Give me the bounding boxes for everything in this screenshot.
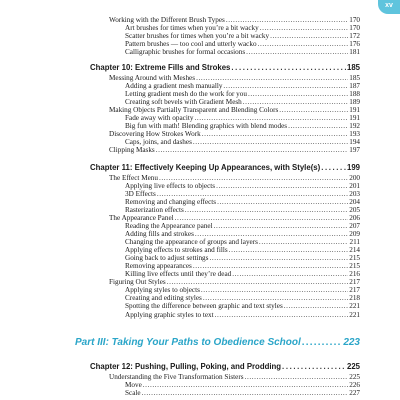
dot-leader (229, 246, 349, 254)
dot-leader (288, 122, 348, 130)
dot-leader (258, 40, 349, 48)
toc-entry (125, 311, 360, 319)
entry-page-number: 170 (349, 24, 360, 32)
dot-leader (231, 63, 346, 73)
toc-entry (125, 32, 360, 40)
dot-leader (321, 163, 346, 173)
entry-title: Big fun with math! Blending graphics with blend modes (125, 122, 288, 130)
entry-title: Figuring Out Styles (109, 278, 166, 286)
entry-page-number: 207 (349, 222, 360, 230)
dot-leader (246, 48, 348, 56)
toc-entry (125, 198, 360, 206)
dot-leader (143, 381, 348, 389)
dot-leader (217, 198, 348, 206)
entry-page-number: 200 (349, 174, 360, 182)
entry-title: Spotting the difference between graphic and text styles (125, 302, 283, 310)
entry-title: Pattern brushes — too cool and utterly wacko (125, 40, 257, 48)
entry-page-number: 225 (346, 362, 360, 371)
entry-title: Part III: Taking Your Paths to Obedience School (75, 337, 301, 348)
entry-page-number: 226 (349, 381, 360, 389)
entry-page-number: 194 (349, 138, 360, 146)
dot-leader (209, 254, 348, 262)
toc-entry (109, 373, 360, 381)
entry-page-number: 193 (349, 130, 360, 138)
entry-page-number: 221 (349, 302, 360, 310)
entry-title: Clipping Masks (109, 146, 155, 154)
entry-title: Caps, joins, and dashes (125, 138, 192, 146)
dot-leader (232, 270, 348, 278)
chapter-entry (90, 163, 360, 173)
toc-entry (109, 130, 360, 138)
toc-entry (125, 246, 360, 254)
dot-leader (284, 302, 348, 310)
entry-page-number: 216 (349, 270, 360, 278)
entry-page-number: 199 (346, 163, 360, 172)
entry-page-number: 203 (349, 190, 360, 198)
dot-leader (226, 16, 348, 24)
dot-leader (203, 294, 348, 302)
dot-leader (260, 24, 348, 32)
dot-leader (214, 222, 349, 230)
toc-entry (125, 302, 360, 310)
entry-page-number: 181 (349, 48, 360, 56)
toc-entry (125, 24, 360, 32)
entry-title: Removing appearances (125, 262, 192, 270)
toc-entry (125, 222, 360, 230)
entry-page-number: 170 (349, 16, 360, 24)
entry-title: Rasterization effects (125, 206, 184, 214)
toc-entry (125, 114, 360, 122)
entry-title: Applying graphic styles to text (125, 311, 214, 319)
toc-entry (125, 206, 360, 214)
entry-title: Applying effects to strokes and fills (125, 246, 228, 254)
toc-entry (125, 230, 360, 238)
entry-page-number: 176 (349, 40, 360, 48)
entry-page-number: 215 (349, 262, 360, 270)
dot-leader (279, 106, 348, 114)
dot-leader (157, 190, 348, 198)
dot-leader (201, 286, 348, 294)
entry-page-number: 206 (349, 214, 360, 222)
entry-title: 3D Effects (125, 190, 156, 198)
entry-page-number: 209 (349, 230, 360, 238)
entry-page-number: 189 (349, 98, 360, 106)
entry-title: Messing Around with Meshes (109, 74, 196, 82)
dot-leader (193, 138, 348, 146)
toc-entry (109, 146, 360, 154)
dot-leader (185, 206, 348, 214)
dot-leader (167, 278, 349, 286)
entry-title: Scatter brushes for times when you’re a bit wacky (125, 32, 270, 40)
entry-title: Move (125, 381, 142, 389)
dot-leader (259, 238, 349, 246)
entry-title: Applying styles to objects (125, 286, 200, 294)
toc-entry (109, 214, 360, 222)
entry-page-number: 191 (349, 114, 360, 122)
entry-page-number: 205 (349, 206, 360, 214)
toc-entry (125, 98, 360, 106)
entry-page-number: 197 (349, 146, 360, 154)
dot-leader (196, 74, 348, 82)
entry-title: Changing the appearance of groups and layers (125, 238, 258, 246)
toc-entry (109, 278, 360, 286)
dot-leader (142, 389, 349, 397)
toc-entry (109, 174, 360, 182)
entry-title: Making Objects Partially Transparent and Blending Colors (109, 106, 279, 114)
entry-page-number: 185 (349, 74, 360, 82)
dot-leader (194, 114, 348, 122)
entry-page-number: 192 (349, 122, 360, 130)
toc-entry (125, 138, 360, 146)
dot-leader (248, 90, 348, 98)
entry-title: Discovering How Strokes Work (109, 130, 201, 138)
entry-title: Killing live effects until they’re dead (125, 270, 232, 278)
page-number-label: xv (385, 2, 393, 9)
entry-page-number: 211 (349, 238, 360, 246)
entry-page-number: 185 (346, 63, 360, 72)
toc-entry (125, 389, 360, 397)
toc-entry (125, 294, 360, 302)
dot-leader (202, 130, 349, 138)
entry-page-number: 191 (349, 106, 360, 114)
toc-entry (125, 381, 360, 389)
entry-page-number: 223 (343, 337, 360, 348)
dot-leader (193, 262, 348, 270)
entry-title: The Effect Menu (109, 174, 158, 182)
toc-entry (125, 48, 360, 56)
entry-page-number: 221 (349, 311, 360, 319)
entry-title: Applying live effects to objects (125, 182, 216, 190)
toc-entry (109, 16, 360, 24)
entry-title: Chapter 11: Effectively Keeping Up Appearances, with Style(s) (90, 163, 321, 172)
entry-title: Understanding the Five Transformation Sisters (109, 373, 244, 381)
entry-page-number: 187 (349, 82, 360, 90)
toc-entry (125, 270, 360, 278)
dot-leader (245, 373, 349, 381)
entry-title: Going back to adjust settings (125, 254, 209, 262)
dot-leader (159, 174, 348, 182)
entry-page-number: 227 (349, 389, 360, 397)
toc-entry (125, 190, 360, 198)
part-entry (75, 337, 360, 349)
entry-title: Removing and changing effects (125, 198, 217, 206)
toc-entry (125, 286, 360, 294)
entry-title: Working with the Different Brush Types (109, 16, 225, 24)
entry-title: Adding a gradient mesh manually (125, 82, 223, 90)
entry-page-number: 204 (349, 198, 360, 206)
dot-leader (195, 230, 348, 238)
dot-leader (216, 182, 348, 190)
entry-page-number: 201 (349, 182, 360, 190)
entry-title: The Appearance Panel (109, 214, 174, 222)
chapter-entry (90, 63, 360, 73)
dot-leader (243, 98, 348, 106)
entry-page-number: 214 (349, 246, 360, 254)
entry-page-number: 217 (349, 278, 360, 286)
toc-entry (125, 90, 360, 98)
entry-title: Letting gradient mesh do the work for you (125, 90, 247, 98)
entry-title: Chapter 10: Extreme Fills and Strokes (90, 63, 231, 72)
dot-leader (156, 146, 348, 154)
entry-title: Adding fills and strokes (125, 230, 194, 238)
entry-page-number: 172 (349, 32, 360, 40)
toc-entry (125, 262, 360, 270)
dot-leader (302, 337, 343, 349)
dot-leader (175, 214, 349, 222)
dot-leader (282, 362, 346, 372)
toc-entry (125, 238, 360, 246)
entry-page-number: 215 (349, 254, 360, 262)
entry-title: Creating soft bevels with Gradient Mesh (125, 98, 242, 106)
toc-entry (109, 74, 360, 82)
entry-title: Calligraphic brushes for formal occasions (125, 48, 246, 56)
chapter-entry (90, 362, 360, 372)
entry-title: Fade away with opacity (125, 114, 194, 122)
toc-entry (125, 40, 360, 48)
entry-title: Scale (125, 389, 141, 397)
entry-title: Creating and editing styles (125, 294, 202, 302)
entry-title: Art brushes for times when you’re a bit wacky (125, 24, 259, 32)
dot-leader (223, 82, 348, 90)
toc-entry (125, 182, 360, 190)
entry-page-number: 188 (349, 90, 360, 98)
dot-leader (270, 32, 348, 40)
dot-leader (215, 311, 349, 319)
entry-page-number: 218 (349, 294, 360, 302)
entry-page-number: 217 (349, 286, 360, 294)
toc-entry (125, 82, 360, 90)
entry-title: Reading the Appearance panel (125, 222, 213, 230)
toc-entry (125, 254, 360, 262)
toc-entry (125, 122, 360, 130)
toc-entry (109, 106, 360, 114)
entry-title: Chapter 12: Pushing, Pulling, Poking, and Prodding (90, 362, 282, 371)
entry-page-number: 225 (349, 373, 360, 381)
